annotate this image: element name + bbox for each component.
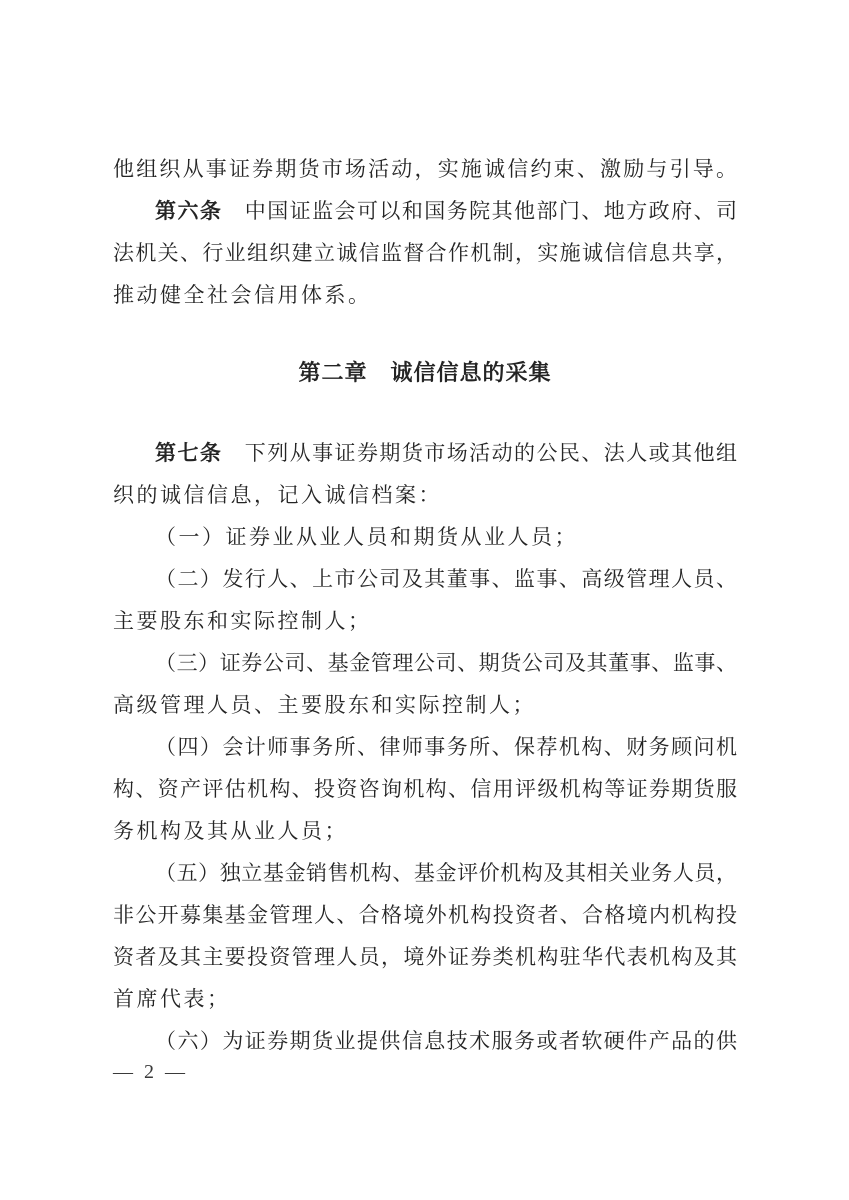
paragraph-line: 第七条 下列从事证券期货市场活动的公民、法人或其他组 (155, 441, 738, 465)
paragraph (113, 190, 737, 316)
paragraph (113, 642, 737, 726)
paragraph-line: （四）会计师事务所、律师事务所、保荐机构、财务顾问机 (155, 735, 737, 759)
paragraph-line: （二）发行人、上市公司及其董事、监事、高级管理人员、 (155, 567, 737, 591)
paragraph (113, 148, 737, 190)
paragraph-line: 织的诚信信息，记入诚信档案： (113, 483, 442, 507)
article-number-label: 第六条 (155, 200, 223, 223)
paragraph-line: （三）证券公司、基金管理公司、期货公司及其董事、监事、 (155, 651, 737, 675)
article-number-label: 第七条 (155, 442, 223, 465)
paragraph (113, 1020, 737, 1062)
paragraph (113, 852, 737, 1020)
paragraph (113, 726, 737, 852)
paragraph (113, 516, 737, 558)
paragraph-line: 构、资产评估机构、投资咨询机构、信用评级机构等证券期货服 (113, 777, 737, 801)
paragraph-line: 第六条 中国证监会可以和国务院其他部门、地方政府、司 (155, 199, 738, 223)
paragraph-line: （五）独立基金销售机构、基金评价机构及其相关业务人员， (155, 861, 737, 885)
paragraph-line: 首席代表； (113, 987, 231, 1011)
paragraph-line: 高级管理人员、主要股东和实际控制人； (113, 693, 536, 717)
paragraph-line: 务机构及其从业人员； (113, 819, 348, 843)
paragraph-line: 他组织从事证券期货市场活动，实施诚信约束、激励与引导。 (113, 157, 737, 181)
paragraph-line: 非公开募集基金管理人、合格境外机构投资者、合格境内机构投 (113, 903, 737, 927)
paragraph (113, 558, 737, 642)
paragraph-line: 推动健全社会信用体系。 (113, 283, 372, 307)
paragraph-line: 主要股东和实际控制人； (113, 609, 372, 633)
document-body (113, 148, 737, 1062)
paragraph-line: （一）证券业从业人员和期货从业人员； (155, 525, 578, 549)
paragraph-line: （六）为证券期货业提供信息技术服务或者软硬件产品的供 (155, 1029, 737, 1053)
page-number-footer: — 2 — (113, 1061, 188, 1083)
paragraph-line: 资者及其主要投资管理人员，境外证券类机构驻华代表机构及其 (113, 945, 737, 969)
chapter-heading: 第二章 诚信信息的采集 (298, 360, 552, 385)
paragraph (113, 432, 737, 516)
paragraph-line: 法机关、行业组织建立诚信监督合作机制，实施诚信信息共享， (113, 241, 737, 265)
